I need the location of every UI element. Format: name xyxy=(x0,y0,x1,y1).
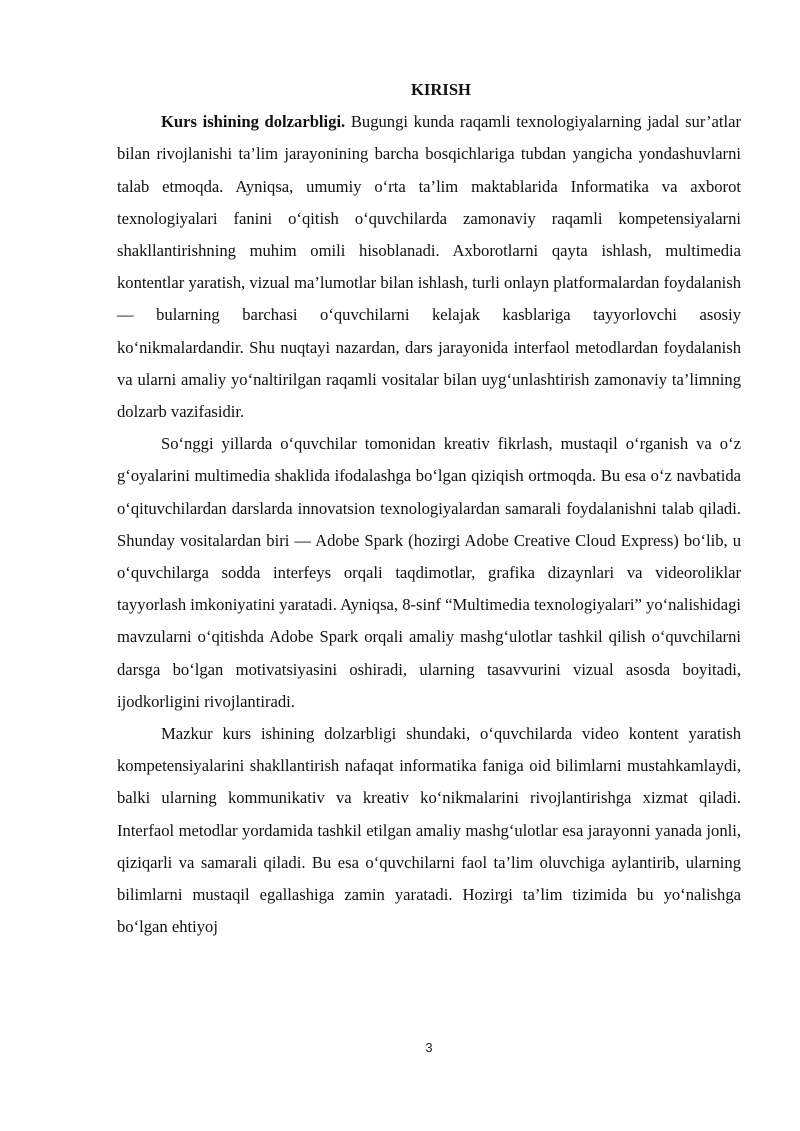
paragraph-text: Bugungi kunda raqamli texnologiyalarning jadal sur’atlar bilan rivojlanishi ta’lim jarayonining barcha bosqichlariga tubdan yangicha yondashuvlarni talab etmoqda. Ayniqsa, umumiy o‘rta ta’lim maktablarida Informatika va axborot texnologiyalari fanini o‘qitish o‘quvchilarda zamonaviy raqamli kompetensiyalarni shakllantirishning muhim omili hisoblanadi. Axborotlarni qayta ishlash, multimedia kontentlar yaratish, vizual ma’lumotlar bilan ishlash, turli onlayn platformalardan foydalanish — bularning barchasi o‘quvchilarni kelajak kasblariga tayyorlovchi asosiy ko‘nikmalardandir. Shu nuqtayi nazardan, dars jarayonida interfaol metodlardan foydalanish va ularni amaliy yo‘naltirilgan raqamli vositalar bilan uyg‘unlashtirish zamonaviy ta’limning dolzarb vazifasidir. xyxy=(117,112,741,422)
paragraph-text: So‘nggi yillarda o‘quvchilar tomonidan kreativ fikrlash, mustaqil o‘rganish va o‘z g‘oyalarini multimedia shaklida ifodalashga bo‘lgan qiziqish ortmoqda. Bu esa o‘z navbatida o‘qituvchilardan darslarda innovatsion texnologiyalardan samarali foydalanishni talab qiladi. Shunday vositalardan biri — Adobe Spark (hozirgi Adobe Creative Cloud Express) bo‘lib, u o‘quvchilarga sodda interfeys orqali taqdimotlar, grafika dizaynlari va videoroliklar tayyorlash imkoniyatini yaratadi. Ayniqsa, 8-sinf “Multimedia texnologiyalari” yo‘nalishidagi mavzularni o‘qitishda Adobe Spark orqali amaliy mashg‘ulotlar tashkil qilish o‘quvchilarni darsga bo‘lgan motivatsiyasini oshiradi, ularning tasavvurini vizual asosda boyitadi, ijodkorligini rivojlantiradi. xyxy=(117,434,741,711)
paragraph-lead: Kurs ishining dolzarbligi. xyxy=(161,112,346,132)
section-heading: KIRISH xyxy=(411,80,471,99)
paragraph-3 xyxy=(117,718,741,943)
paragraph-text: Mazkur kurs ishining dolzarbligi shundaki, o‘quvchilarda video kontent yaratish kompetensiyalarini shakllantirish nafaqat informatika faniga oid bilimlarni mustahkamlaydi, balki ularning kommunikativ va kreativ ko‘nikmalarini rivojlantirishga xizmat qiladi. Interfaol metodlar yordamida tashkil etilgan amaliy mashg‘ulotlar esa jarayonni yanada jonli, qiziqarli va samarali qiladi. Bu esa o‘quvchilarni faol ta’lim oluvchiga aylantirib, ularning bilimlarni mustaqil egallashiga zamin yaratadi. Hozirgi ta’lim tizimida bu yo‘nalishga bo‘lgan ehtiyoj xyxy=(117,724,741,937)
paragraph-1 xyxy=(117,106,741,428)
page-content xyxy=(117,74,741,943)
paragraph-2 xyxy=(117,428,741,718)
page-number: 3 xyxy=(425,1040,433,1055)
